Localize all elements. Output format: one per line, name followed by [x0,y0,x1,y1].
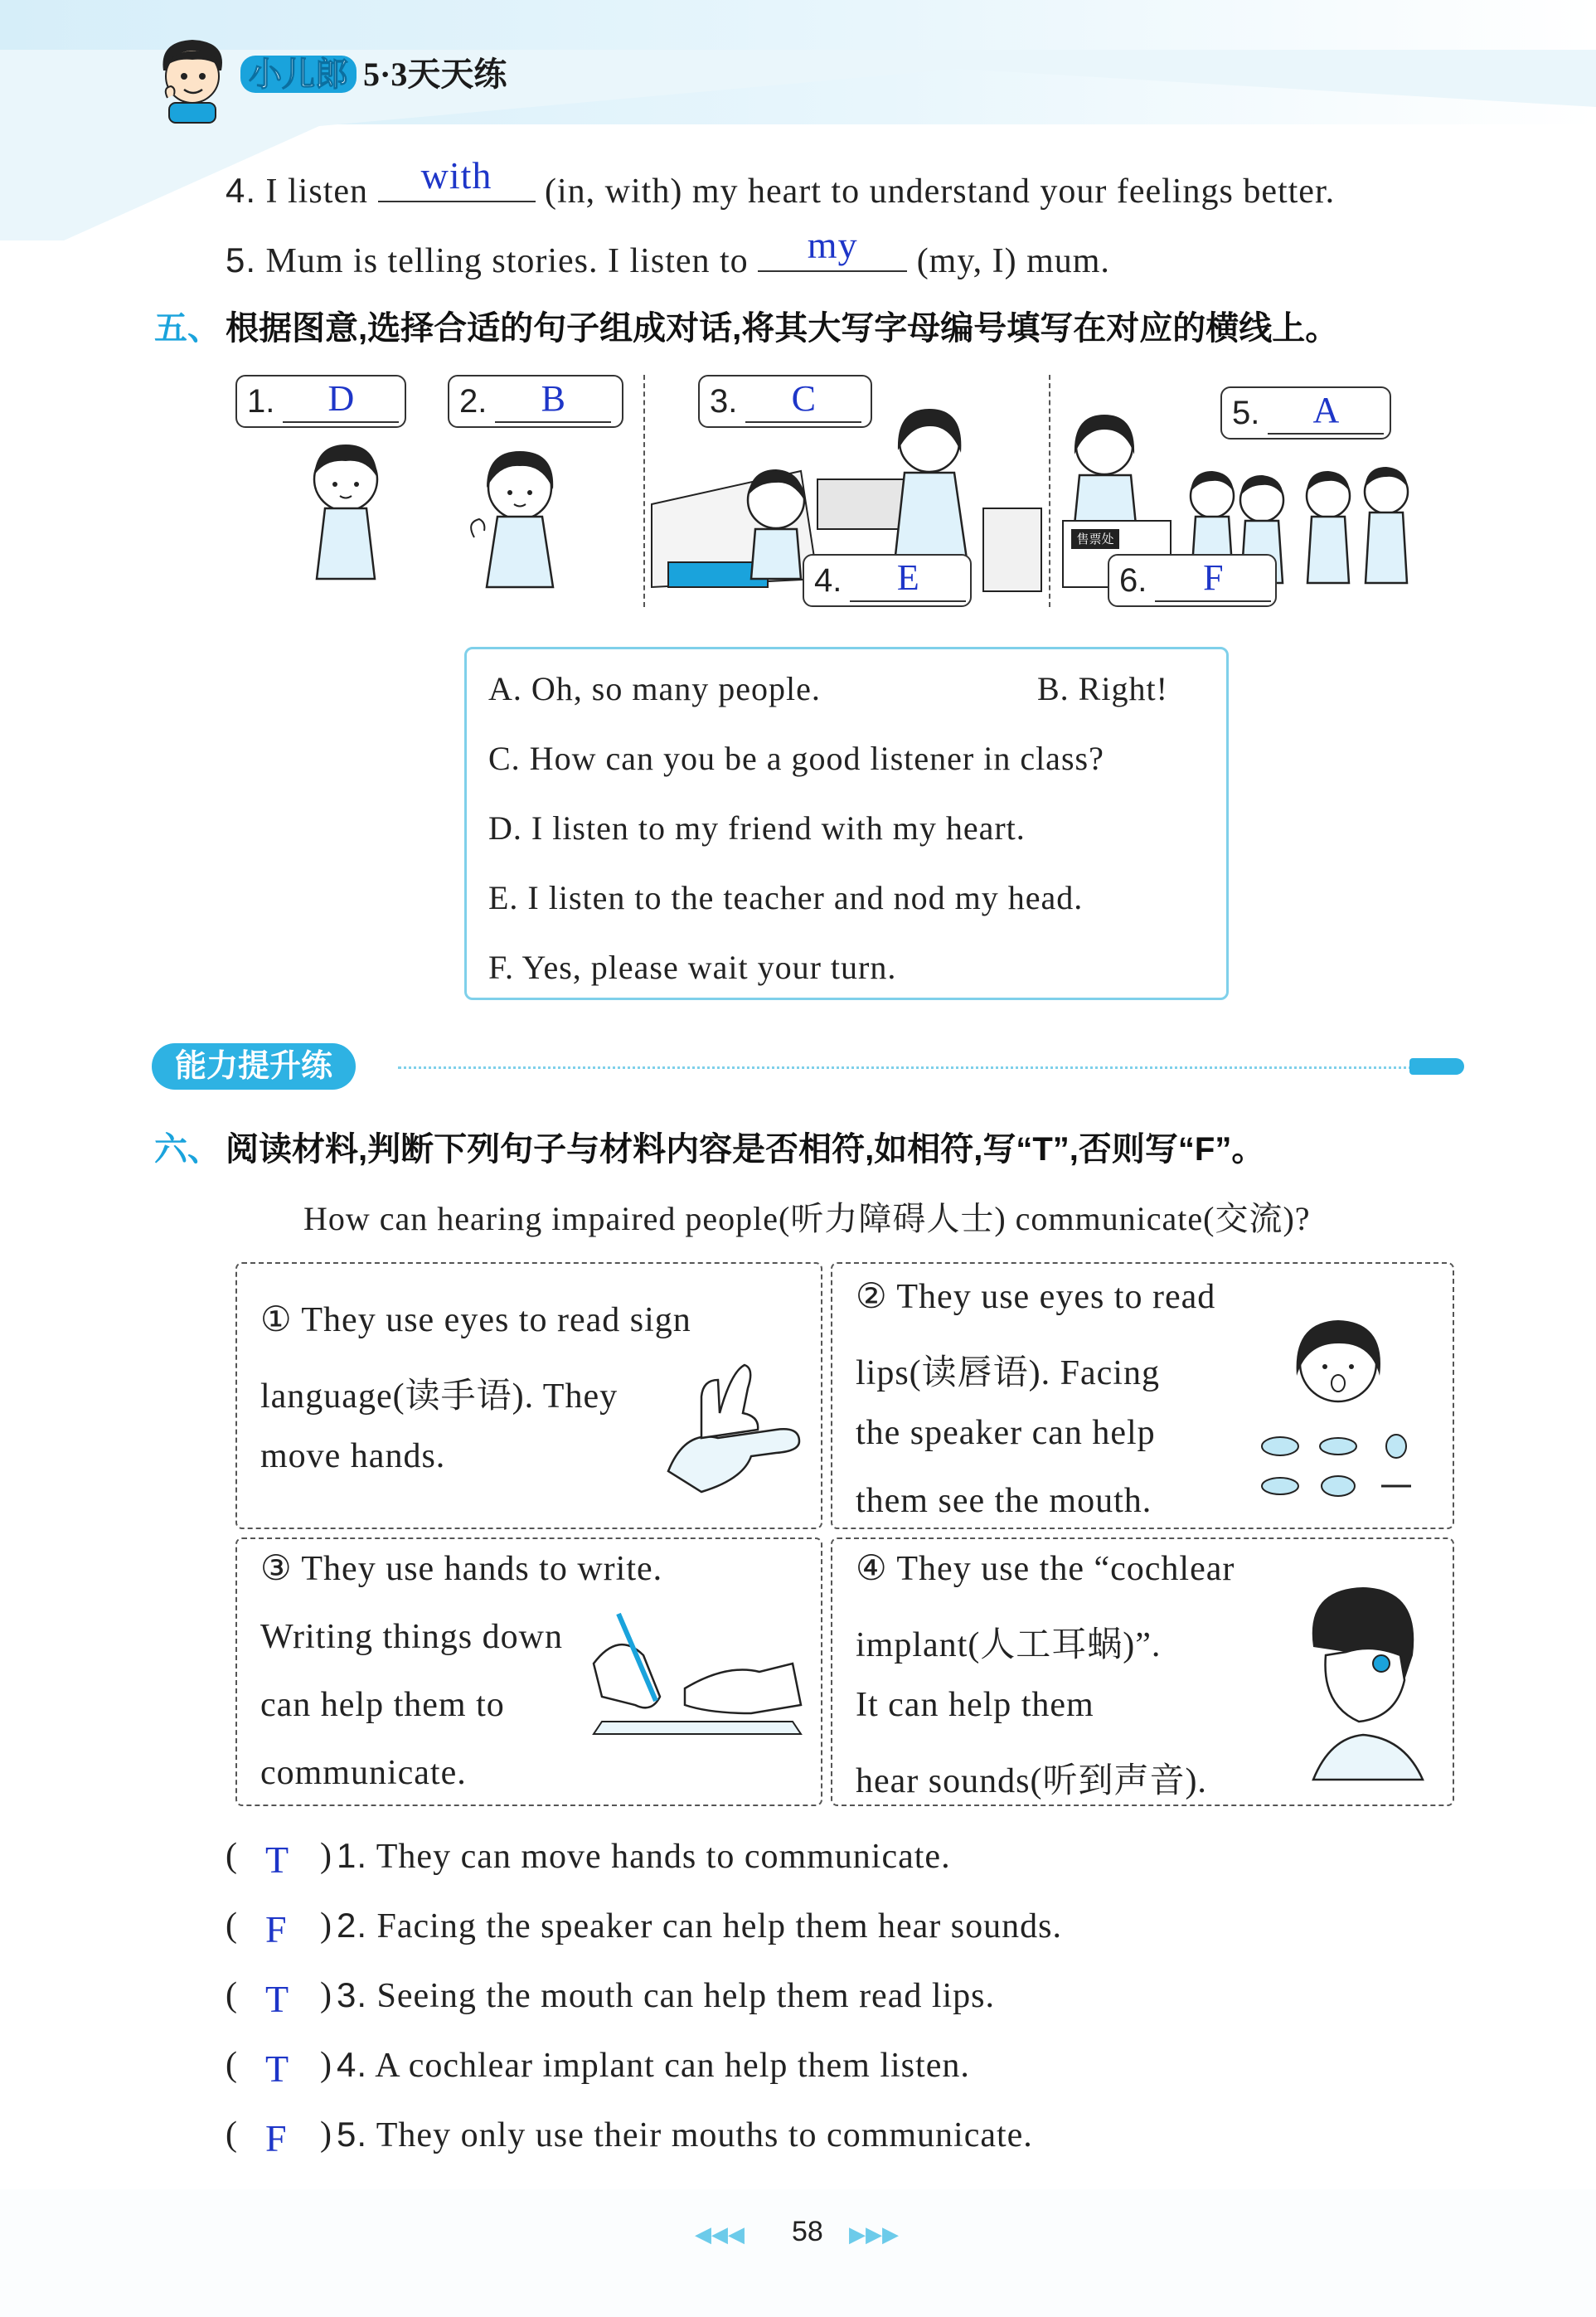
option-a: A. Oh, so many people. [488,670,821,707]
card-line: lips(读唇语). Facing [856,1354,1160,1392]
answer-text: B [541,378,566,419]
panel-divider [643,375,645,607]
answer-text: E [896,557,919,598]
answer-text[interactable]: T [265,1839,290,1881]
answer-text: with [420,154,492,197]
pencil-icon [1409,1058,1464,1075]
reading-card-4 [831,1537,1454,1806]
card-line: can help them to [260,1686,505,1724]
page-number: 58 [792,2216,823,2247]
answer-blank[interactable] [1155,559,1271,602]
card-line: It can help them [856,1686,1094,1724]
ticket-seller-figure [1075,415,1136,525]
answer-blank[interactable] [378,154,536,202]
speech-bubble-2: 2. B [448,375,623,428]
answer-text[interactable]: T [265,1978,290,2020]
card-line: Writing things down [260,1618,563,1656]
option-c: C. How can you be a good listener in class? [488,740,1104,777]
section-divider [398,1066,1443,1069]
answer-blank[interactable] [283,380,399,423]
answer-blank[interactable] [495,380,611,423]
question-4: 4. I listen with (in, with) my heart to understand your feelings better. [226,154,1336,211]
card-line: implant(人工耳蜗)”. [856,1626,1162,1664]
brand-title [240,48,507,95]
sign-language-hands-icon [652,1347,809,1504]
cochlear-implant-boy-icon [1280,1572,1438,1788]
card-line: the speaker can help [856,1414,1156,1452]
header-wave [0,50,1596,240]
option-f: F. Yes, please wait your turn. [488,949,897,986]
lip-reading-girl-icon [1247,1297,1429,1513]
card-line: ① They use eyes to read sign [260,1301,691,1339]
answer-blank[interactable] [850,559,966,602]
section-5-instruction: 五、 根据图意,选择合适的句子组成对话,将其大写字母编号填写在对应的横线上。 [154,310,1339,347]
section-6-instruction: 六、 阅读材料,判断下列句子与材料内容是否相符,如相符,写“T”,否则写“F”。 [154,1131,1265,1168]
prev-arrows-icon: ◀◀◀ [695,2222,745,2247]
answer-text: C [791,378,817,419]
answer-text: my [807,224,858,266]
card-line: move hands. [260,1437,446,1475]
card-line: ④ They use the “cochlear [856,1550,1235,1588]
reading-card-1 [235,1262,822,1529]
answer-text[interactable]: F [265,1908,288,1950]
footer [0,2189,1596,2317]
answer-text: A [1312,390,1340,430]
speech-bubble-5: 5. A [1220,386,1391,440]
reading-card-3 [235,1537,822,1806]
teacher-figure [894,409,968,571]
question-5: 5. Mum is telling stories. I listen to my (my, I) mum. [226,224,1110,280]
options-box [464,647,1229,1000]
speech-bubble-6: 6. F [1108,554,1277,607]
speech-bubble-4: 4. E [803,554,972,607]
answer-text: F [1203,557,1224,598]
girl-figure [314,444,377,579]
card-line: hear sounds(听到声音). [856,1762,1207,1800]
card-line: them see the mouth. [856,1482,1152,1520]
card-line: ③ They use hands to write. [260,1550,663,1588]
ability-section-badge: 能力提升练 [152,1043,356,1090]
panel-divider [1049,375,1050,607]
mascot-avatar [151,33,234,124]
answer-text[interactable]: T [265,2047,290,2090]
answer-blank[interactable] [758,224,907,272]
answer-text: D [327,378,355,419]
option-b: B. Right! [1037,670,1168,707]
answer-blank[interactable] [1268,391,1384,435]
answer-blank[interactable] [745,380,861,423]
brand-logo: 小儿郎 [240,56,357,93]
brand-series: 5·3天天练 [363,56,507,93]
next-arrows-icon: ▶▶▶ [849,2222,899,2247]
girl-figure [471,451,553,587]
passage-title: How can hearing impaired people(听力障碍人士) communicate(交流)? [303,1200,1311,1237]
card-line: language(读手语). They [260,1377,619,1416]
answer-text[interactable]: F [265,2117,288,2159]
option-e: E. I listen to the teacher and nod my head. [488,879,1084,916]
ticket-booth-sign: 售票处 [1076,532,1114,546]
writing-hands-icon [585,1597,809,1738]
speech-bubble-1: 1. D [235,375,406,428]
reading-card-2 [831,1262,1454,1529]
option-d: D. I listen to my friend with my heart. [488,809,1026,847]
card-line: ② They use eyes to read [856,1278,1216,1316]
card-line: communicate. [260,1754,467,1792]
speech-bubble-3: 3. C [698,375,872,428]
